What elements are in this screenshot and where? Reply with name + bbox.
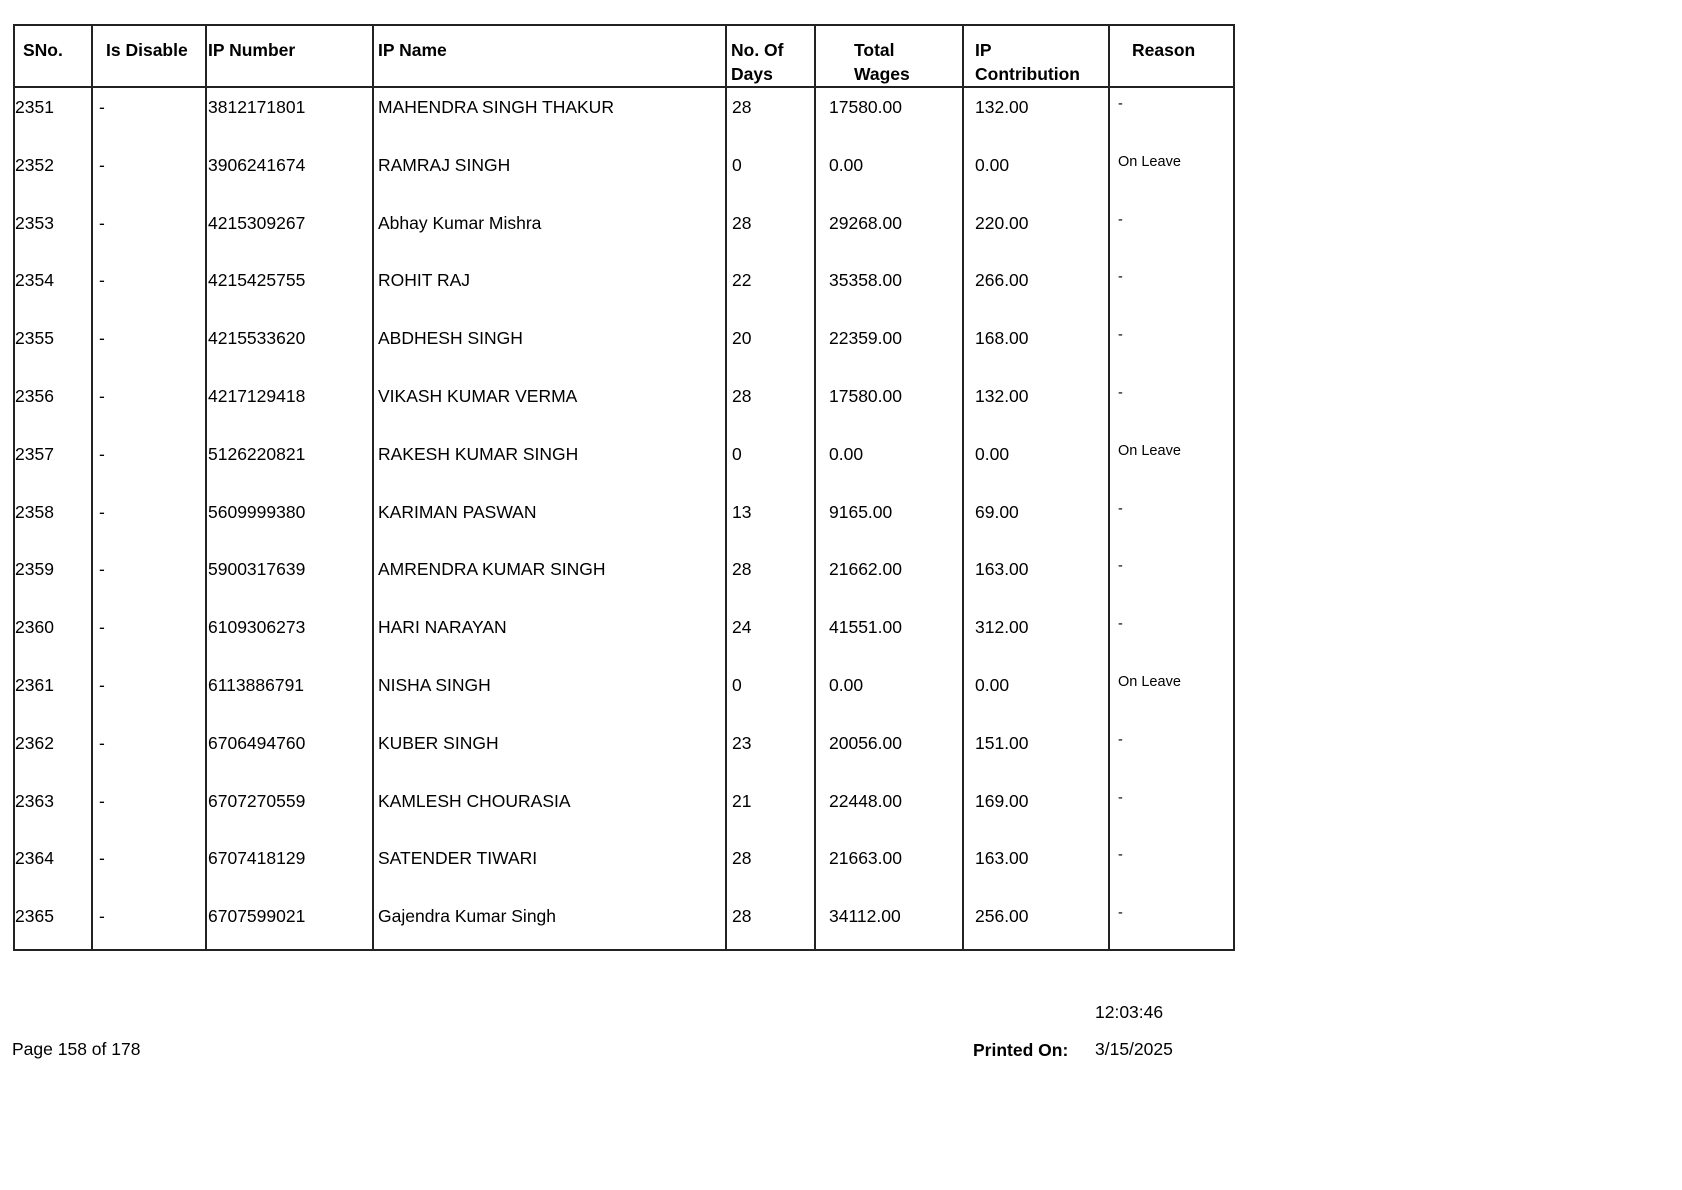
cell-ip-number: 4215425755 (208, 270, 306, 291)
cell-sno: 2353 (15, 212, 54, 233)
cell-ip-number: 4217129418 (208, 386, 306, 406)
cell-reason: On Leave (1118, 442, 1181, 459)
cell-wages: 9165.00 (829, 501, 893, 522)
cell-sno: 2364 (15, 848, 54, 869)
header-sno: SNo. (23, 40, 63, 60)
cell-contribution: 0.00 (975, 443, 1010, 464)
cell-is-disable: - (99, 732, 105, 753)
cell-sno: 2363 (15, 790, 54, 811)
cell-ip-name: ABDHESH SINGH (378, 328, 523, 349)
cell-wages: 21663.00 (829, 848, 902, 869)
header-days-line1: No. Of (731, 40, 784, 60)
cell-ip-name: NISHA SINGH (378, 675, 491, 695)
cell-days: 0 (732, 154, 742, 175)
header-reason: Reason (1132, 40, 1196, 60)
cell-is-disable: - (99, 906, 105, 927)
cell-ip-name: HARI NARAYAN (378, 617, 507, 638)
cell-ip-number: 6707599021 (208, 906, 306, 927)
cell-wages: 41551.00 (829, 617, 902, 638)
cell-reason: - (1118, 96, 1123, 112)
cell-is-disable: - (99, 675, 105, 695)
cell-ip-number: 5126220821 (208, 443, 306, 464)
report-table (13, 24, 1235, 951)
cell-ip-name: ROHIT RAJ (378, 270, 471, 291)
column-divider (725, 26, 727, 949)
cell-contribution: 312.00 (975, 617, 1029, 638)
cell-sno: 2360 (15, 617, 54, 638)
cell-contribution: 132.00 (975, 386, 1029, 406)
cell-ip-name: KUBER SINGH (378, 732, 499, 753)
cell-is-disable: - (99, 97, 105, 117)
cell-reason: - (1118, 616, 1123, 633)
cell-wages: 0.00 (829, 154, 864, 175)
cell-contribution: 163.00 (975, 559, 1029, 580)
cell-days: 28 (732, 559, 752, 580)
cell-days: 28 (732, 906, 752, 927)
column-divider (372, 26, 374, 949)
cell-days: 28 (732, 212, 752, 233)
cell-ip-name: KARIMAN PASWAN (378, 501, 537, 522)
cell-ip-number: 6707418129 (208, 848, 306, 869)
column-divider (1108, 26, 1110, 949)
cell-reason: - (1118, 327, 1123, 344)
cell-is-disable: - (99, 443, 105, 464)
cell-is-disable: - (99, 848, 105, 869)
cell-is-disable: - (99, 270, 105, 291)
cell-contribution: 69.00 (975, 501, 1019, 522)
cell-reason: - (1118, 500, 1123, 517)
cell-ip-number: 5900317639 (208, 559, 306, 580)
cell-wages: 21662.00 (829, 559, 902, 580)
header-days-line2: Days (731, 64, 773, 84)
cell-ip-number: 6113886791 (208, 675, 305, 695)
cell-days: 23 (732, 732, 752, 753)
cell-ip-number: 6706494760 (208, 732, 306, 753)
cell-is-disable: - (99, 559, 105, 580)
cell-ip-name: Gajendra Kumar Singh (378, 906, 557, 927)
cell-contribution: 163.00 (975, 848, 1029, 869)
cell-wages: 34112.00 (829, 906, 901, 927)
cell-is-disable: - (99, 154, 105, 175)
cell-reason: - (1118, 789, 1123, 806)
cell-contribution: 256.00 (975, 906, 1029, 927)
cell-sno: 2365 (15, 906, 54, 927)
cell-days: 28 (732, 386, 752, 406)
cell-days: 22 (732, 270, 752, 291)
cell-ip-name: AMRENDRA KUMAR SINGH (378, 559, 606, 580)
cell-ip-number: 5609999380 (208, 501, 306, 522)
cell-reason: - (1118, 847, 1123, 864)
header-ip-number: IP Number (208, 40, 296, 60)
cell-is-disable: - (99, 501, 105, 522)
cell-contribution: 169.00 (975, 790, 1029, 811)
cell-contribution: 132.00 (975, 97, 1029, 117)
column-divider (205, 26, 207, 949)
cell-sno: 2359 (15, 559, 54, 580)
cell-wages: 22448.00 (829, 790, 902, 811)
cell-ip-name: RAMRAJ SINGH (378, 154, 511, 175)
cell-sno: 2362 (15, 732, 54, 753)
cell-ip-name: VIKASH KUMAR VERMA (378, 386, 578, 406)
printed-time: 12:03:46 (1095, 1002, 1164, 1022)
cell-ip-number: 4215533620 (208, 328, 306, 349)
cell-days: 13 (732, 501, 752, 522)
cell-reason: - (1118, 905, 1123, 922)
column-divider (91, 26, 93, 949)
cell-days: 28 (732, 97, 752, 117)
cell-reason: - (1118, 731, 1123, 748)
cell-ip-number: 6707270559 (208, 790, 306, 811)
cell-sno: 2358 (15, 501, 54, 522)
column-divider (814, 26, 816, 949)
cell-days: 20 (732, 328, 752, 349)
cell-ip-number: 6109306273 (208, 617, 306, 638)
cell-sno: 2352 (15, 154, 54, 175)
cell-wages: 17580.00 (829, 386, 902, 406)
cell-is-disable: - (99, 212, 105, 233)
cell-days: 24 (732, 617, 752, 638)
cell-is-disable: - (99, 386, 105, 406)
cell-sno: 2361 (15, 675, 54, 695)
cell-ip-name: KAMLESH CHOURASIA (378, 790, 571, 811)
cell-contribution: 0.00 (975, 154, 1010, 175)
header-divider (15, 86, 1233, 88)
cell-days: 21 (732, 790, 752, 811)
cell-days: 0 (732, 443, 742, 464)
cell-ip-name: SATENDER TIWARI (378, 848, 538, 869)
header-wages-line1: Total (854, 40, 895, 60)
header-contribution-line1: IP (975, 40, 992, 60)
cell-is-disable: - (99, 617, 105, 638)
header-is-disable: Is Disable (106, 40, 188, 60)
header-contribution-line2: Contribution (975, 64, 1080, 84)
cell-reason: - (1118, 269, 1123, 286)
cell-sno: 2351 (15, 97, 54, 117)
cell-sno: 2357 (15, 443, 54, 464)
cell-wages: 0.00 (829, 675, 864, 695)
cell-is-disable: - (99, 790, 105, 811)
cell-wages: 20056.00 (829, 732, 902, 753)
cell-contribution: 266.00 (975, 270, 1029, 291)
cell-wages: 29268.00 (829, 212, 902, 233)
header-wages-line2: Wages (854, 64, 910, 84)
cell-contribution: 151.00 (975, 732, 1029, 753)
cell-reason: On Leave (1118, 153, 1181, 170)
cell-contribution: 168.00 (975, 328, 1029, 349)
cell-wages: 0.00 (829, 443, 864, 464)
cell-wages: 17580.00 (829, 97, 902, 117)
cell-reason: - (1118, 385, 1123, 401)
cell-contribution: 0.00 (975, 675, 1010, 695)
cell-ip-number: 4215309267 (208, 212, 306, 233)
printed-on-label: Printed On: (973, 1040, 1069, 1060)
cell-reason: - (1118, 558, 1123, 575)
cell-ip-number: 3906241674 (208, 154, 306, 175)
printed-date: 3/15/2025 (1095, 1039, 1173, 1059)
column-divider (962, 26, 964, 949)
header-ip-name: IP Name (378, 40, 447, 60)
cell-is-disable: - (99, 328, 105, 349)
cell-days: 28 (732, 848, 752, 869)
cell-ip-name: RAKESH KUMAR SINGH (378, 443, 579, 464)
cell-ip-name: Abhay Kumar Mishra (378, 212, 542, 233)
page-number: Page 158 of 178 (12, 1039, 141, 1059)
cell-sno: 2354 (15, 270, 54, 291)
cell-sno: 2356 (15, 386, 54, 406)
cell-ip-number: 3812171801 (208, 97, 306, 117)
cell-wages: 22359.00 (829, 328, 902, 349)
cell-wages: 35358.00 (829, 270, 902, 291)
cell-days: 0 (732, 675, 742, 695)
cell-ip-name: MAHENDRA SINGH THAKUR (378, 97, 614, 117)
cell-reason: - (1118, 211, 1123, 228)
cell-contribution: 220.00 (975, 212, 1029, 233)
cell-sno: 2355 (15, 328, 54, 349)
cell-reason: On Leave (1118, 674, 1181, 690)
